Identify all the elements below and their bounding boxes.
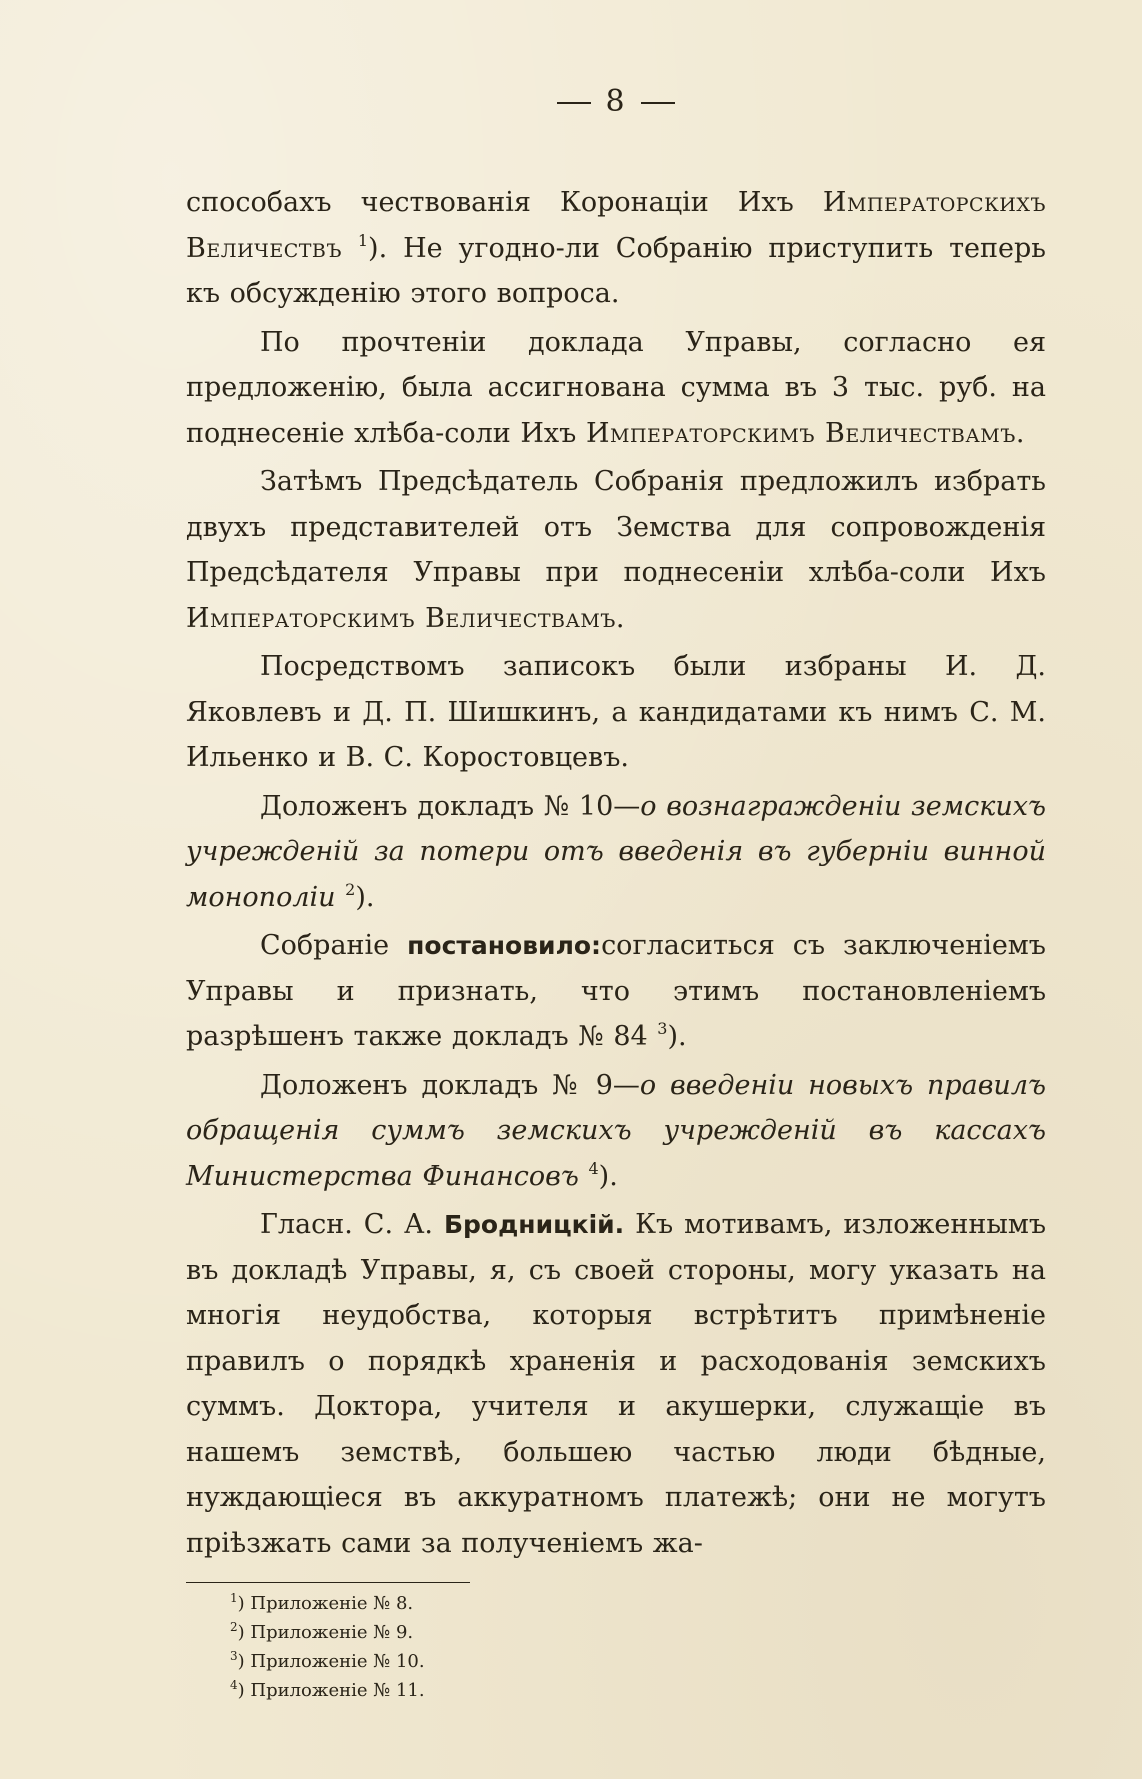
paragraph-8-start: Гласн. С. А. [260, 1209, 434, 1240]
footnote-text: Приложеніе № 11. [250, 1680, 425, 1701]
footnote-ref-2: 2 [345, 879, 356, 899]
paragraph-7-italic: о введеніи новыхъ правилъ обращенія суммъ земскихъ учрежденій въ кассахъ Министерства Финансовъ [186, 1069, 1047, 1192]
right-dash [641, 102, 675, 104]
footnote-text: Приложеніе № 10. [250, 1651, 425, 1672]
document-page [186, 80, 1046, 1705]
footnote-3: $^3$) Приложеніе № 10. [230, 1649, 425, 1672]
paragraph-2-end: . [1015, 417, 1025, 449]
paragraph-6-bold: постановило: [407, 931, 602, 960]
paragraph-6-end: . [678, 1021, 687, 1052]
paragraph-8 [186, 1202, 1046, 1566]
paragraph-1-text: способахъ чествованія Коронаціи Ихъ [186, 187, 794, 218]
paragraph-3 [186, 459, 1046, 641]
footnote-1: $^1$) Приложеніе № 8. [230, 1591, 414, 1614]
footnote-4: $^4$) Приложеніе № 11. [230, 1678, 425, 1701]
paragraph-6: Собраніе постановило:согласиться съ заключеніемъ Управы и признать, что этимъ постановленіемъ разрѣшенъ также докладъ № 84 $^3$). [186, 930, 1046, 1052]
paragraph-3-caps: Императорскимъ Величествамъ [186, 602, 616, 634]
paragraph-7-start: Доложенъ докладъ № 9— [260, 1069, 640, 1101]
page-number: 8 [605, 84, 627, 119]
footnote-mark: 2 [230, 1620, 238, 1634]
left-dash [557, 102, 591, 104]
paragraph-1: способахъ чествованія Коронаціи Ихъ Императорскихъ Величествъ $^1$). Не угодно-ли Собранію приступить теперь къ обсужденію этого вопроса. [186, 187, 1046, 309]
paragraph-7: Доложенъ докладъ № 9—о введеніи новыхъ правилъ обращенія суммъ земскихъ учрежденій въ кассахъ Министерства Финансовъ $^4$). [186, 1069, 1047, 1192]
paragraph-7-end: . [609, 1160, 618, 1192]
paragraph-5-end: . [365, 881, 375, 913]
footnote-ref-1: 1 [357, 230, 369, 250]
paragraph-2-text: По прочтеніи доклада Управы, согласно ея предложенію, была ассигнована сумма въ 3 тыс. руб. на поднесеніе хлѣба-соли Ихъ [186, 326, 1046, 449]
page-number-header [186, 80, 1046, 124]
footnote-ref-3: 3 [657, 1019, 668, 1038]
paragraph-8-rest: Къ мотивамъ, изложеннымъ въ докладѣ Управы, я, съ своей стороны, могу указать на многія неудобства, которыя встрѣтитъ примѣненіе правилъ о порядкѣ храненія и расходованія земскихъ суммъ. Доктора, учителя и акушерки, служащіе въ нашемъ земствѣ, большею частью люди бѣдные, нуждающіеся въ аккуратномъ платежѣ; они не могутъ пріѣзжать сами за полученіемъ жа- [186, 1209, 1046, 1559]
footnote-mark: 1 [230, 1591, 238, 1605]
paragraph-5-italic: о вознагражденіи земскихъ учрежденій за потери отъ введенія въ губерніи винной монополіи [186, 790, 1046, 913]
paragraph-2 [186, 320, 1046, 457]
footnote-mark: 3 [230, 1649, 238, 1663]
footnote-mark: 4 [230, 1678, 238, 1692]
paragraph-8-bold: Бродницкій. [443, 1210, 625, 1239]
paragraph-1-rest: . Не угодно-ли Собранію приступить теперь къ обсужденію этого вопроса. [186, 232, 1046, 309]
paragraph-3-end: . [615, 602, 625, 634]
paragraph-1-caps: Императорскихъ Величествъ [186, 187, 1046, 264]
footnotes [186, 1589, 1046, 1705]
footnote-2: $^2$) Приложеніе № 9. [230, 1620, 414, 1643]
paragraph-4: Посредствомъ записокъ были избраны И. Д. Яковлевъ и Д. П. Шишкинъ, а кандидатами къ нимъ С. М. Ильенко и В. С. Коростовцевъ. [186, 651, 1046, 773]
footnote-divider [186, 1582, 470, 1583]
footnote-ref-4: 4 [588, 1158, 599, 1178]
footnote-text: Приложеніе № 8. [250, 1593, 414, 1614]
footnote-text: Приложеніе № 9. [250, 1622, 414, 1643]
paragraph-6-start: Собраніе [260, 930, 390, 961]
paragraph-6-rest: согласиться съ заключеніемъ Управы и признать, что этимъ постановленіемъ разрѣшенъ также докладъ № 84 [186, 930, 1046, 1052]
paragraph-2-caps: Императорскимъ Величествамъ [585, 417, 1016, 449]
paragraph-3-text: Затѣмъ Предсѣдатель Собранія предложилъ избрать двухъ представителей отъ Земства для сопровожденія Предсѣдателя Управы при поднесеніи хлѣба-соли Ихъ [186, 466, 1046, 588]
paragraph-5-start: Доложенъ докладъ № 10— [260, 790, 641, 822]
paragraph-5: Доложенъ докладъ № 10—о вознагражденіи земскихъ учрежденій за потери отъ введенія въ губерніи винной монополіи $^2$). [186, 790, 1046, 913]
